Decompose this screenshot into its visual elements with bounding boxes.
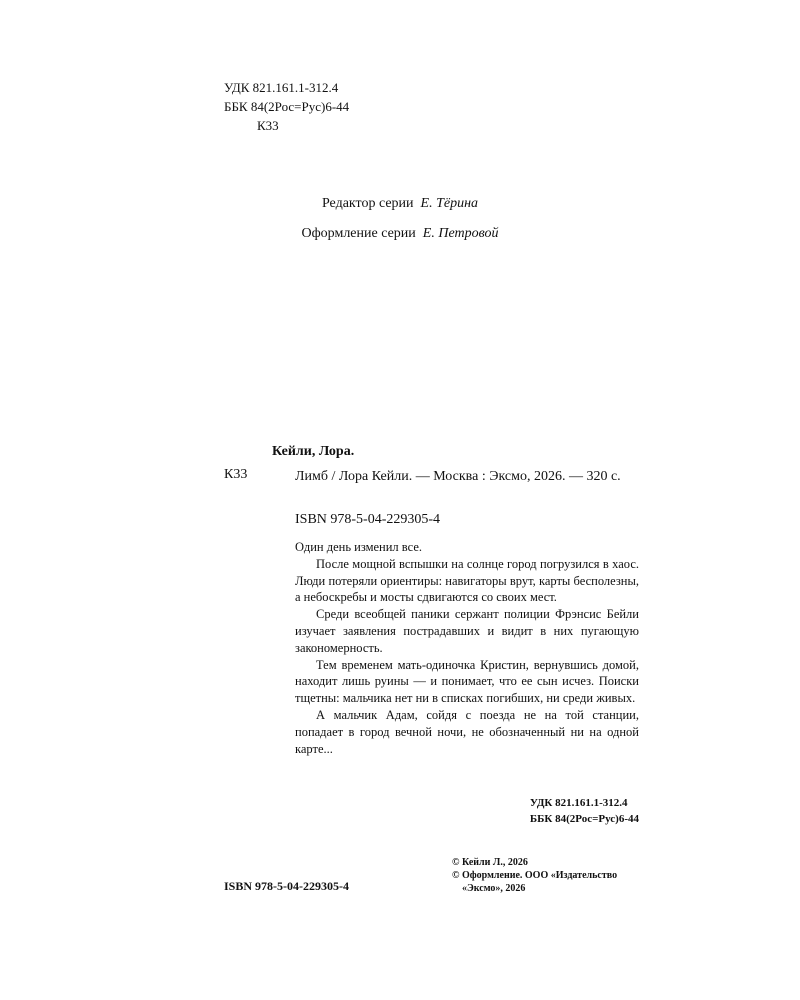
classification-block — [224, 78, 349, 135]
series-editor-label: Редактор серии — [321, 196, 414, 211]
series-editor — [0, 196, 800, 212]
copyright-block — [452, 856, 617, 895]
classification-codes-right — [530, 795, 639, 827]
author-heading: Кейли, Лора. — [272, 444, 355, 459]
annotation-paragraph: После мощной вспышки на солнце город погрузился в хаос. Люди потеряли ориентиры: навигаторы врут, карты бесполезны, а небоскребы и мосты сдвигаются со своих мест. — [295, 556, 639, 605]
author-mark-bib: К33 — [224, 467, 248, 482]
annotation-paragraph: Тем временем мать-одиночка Кристин, вернувшись домой, находит лишь руины — и понимает, что ее сын исчез. Поиски тщетны: мальчика нет ни в списках погибших, ни среди живых. — [295, 657, 639, 706]
series-design-name: Е. Петровой — [422, 226, 499, 241]
series-design-label: Оформление серии — [301, 226, 416, 241]
bibliographic-description: Лимб / Лора Кейли. — Москва : Эксмо, 2026. — 320 с. — [295, 469, 621, 484]
isbn-footer: ISBN 978-5-04-229305-4 — [224, 879, 349, 893]
series-editor-name: Е. Тёрина — [420, 196, 479, 211]
annotation — [295, 539, 639, 757]
udk-code-right: УДК 821.161.1-312.4 — [529, 797, 628, 809]
isbn-line: ISBN 978-5-04-229305-4 — [295, 512, 441, 527]
bbk-code: ББК 84(2Рос=Рус)6-44 — [224, 99, 350, 114]
author-mark: К33 — [257, 118, 279, 133]
copyright-author: © Кейли Л., 2026 — [452, 857, 528, 868]
bbk-code-right: ББК 84(2Рос=Рус)6-44 — [529, 813, 639, 825]
annotation-paragraph: Один день изменил все. — [295, 540, 423, 554]
udk-code: УДК 821.161.1-312.4 — [224, 80, 339, 95]
annotation-paragraph: А мальчик Адам, сойдя с поезда не на той станции, попадает в город вечной ночи, не обозначенный ни на одной карте... — [295, 707, 639, 756]
series-design — [0, 226, 800, 242]
copyright-design: © Оформление. ООО «Издательство — [452, 870, 618, 881]
copyright-publisher: «Эксмо», 2026 — [462, 883, 526, 894]
annotation-paragraph: Среди всеобщей паники сержант полиции Фрэнсис Бейли изучает заявления пострадавших и видит в них пугающую закономерность. — [295, 607, 639, 655]
